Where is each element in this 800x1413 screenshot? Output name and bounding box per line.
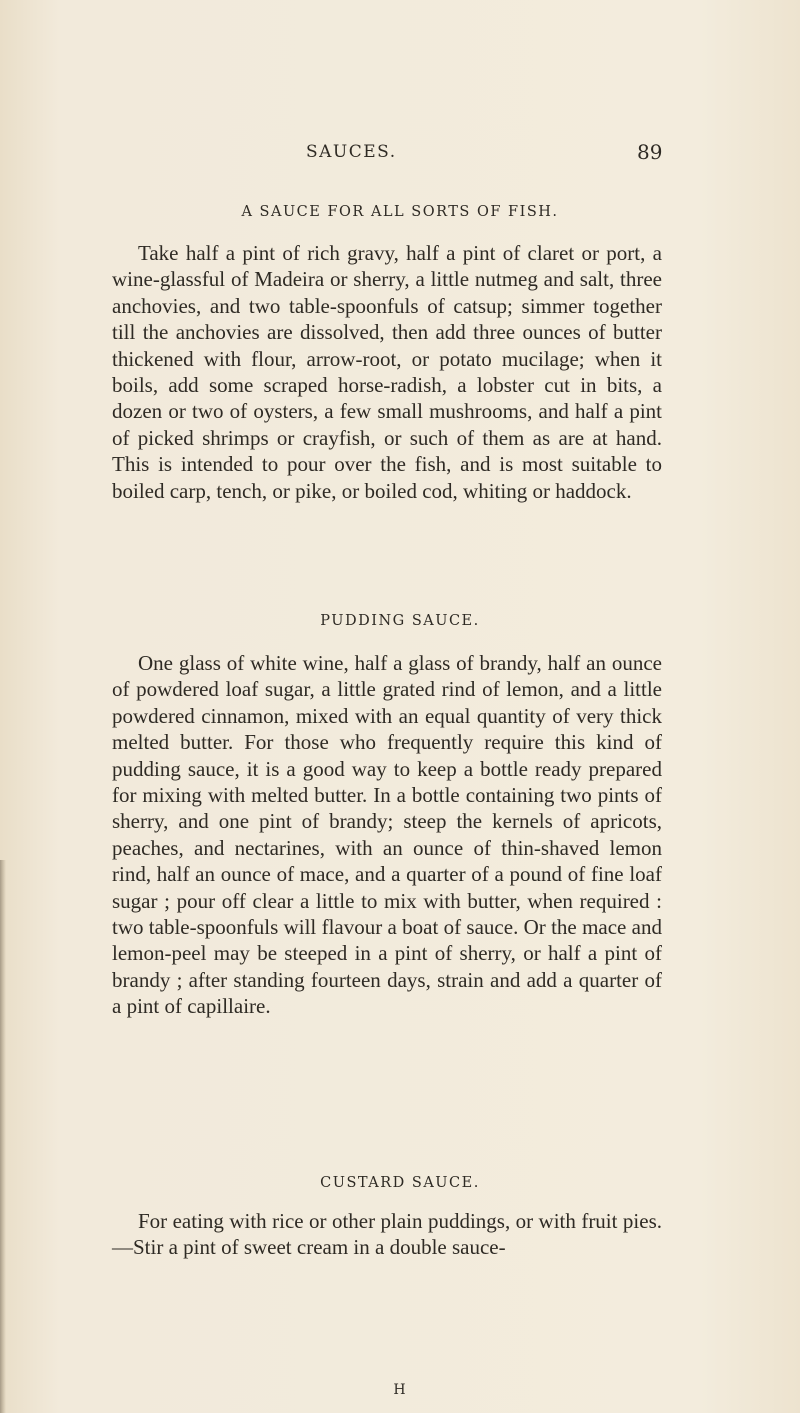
signature-mark: H xyxy=(393,1382,407,1398)
section-text-fish-sauce: Take half a pint of rich gravy, half a pint of claret or port, a wine-glassful of Madeira or sherry, a little nutmeg and salt, three anchovies, and two table-spoonfuls of catsup; simmer together till the anchovies are dissolved, then add three ounces of butter thickened with flour, arrow-root, or potato mucilage; when it boils, add some scraped horse-radish, a lobster cut in bits, a dozen or two of oysters, a few small mushrooms, and half a pint of picked shrimps or crayfish, or such of them as are at hand. This is intended to pour over the fish, and is most suitable to boiled carp, tench, or pike, or boiled cod, whiting or haddock. xyxy=(112,241,662,503)
page-gutter-shadow xyxy=(0,860,6,1413)
section-heading-fish-sauce: A SAUCE FOR ALL SORTS OF FISH. xyxy=(241,204,559,220)
page-number: 89 xyxy=(637,140,663,164)
section-heading-pudding-sauce: PUDDING SAUCE. xyxy=(320,613,480,629)
section-text-pudding-sauce: One glass of white wine, half a glass of brandy, half an ounce of powdered loaf sugar, a little grated rind of lemon, and a little powdered cinnamon, mixed with an equal quantity of very thick melted butter. For those who frequently require this kind of pudding sauce, it is a good way to keep a bottle ready prepared for mixing with melted butter. In a bottle containing two pints of sherry, and one pint of brandy; steep the kernels of apricots, peaches, and nectarines, with an ounce of thin-shaved lemon rind, half an ounce of mace, and a quarter of a pound of fine loaf sugar ; pour off clear a little to mix with butter, when required : two table-spoonfuls will flavour a boat of sauce. Or the mace and lemon-peel may be steeped in a pint of sherry, or half a pint of brandy ; after standing fourteen days, strain and add a quarter of a pint of capillaire. xyxy=(112,651,662,1019)
running-title: SAUCES. xyxy=(306,142,397,162)
running-head xyxy=(0,142,800,172)
section-text-custard-sauce: For eating with rice or other plain puddings, or with fruit pies.—Stir a pint of sweet cream in a double sauce- xyxy=(112,1209,662,1260)
section-heading-custard-sauce: CUSTARD SAUCE. xyxy=(320,1175,480,1191)
